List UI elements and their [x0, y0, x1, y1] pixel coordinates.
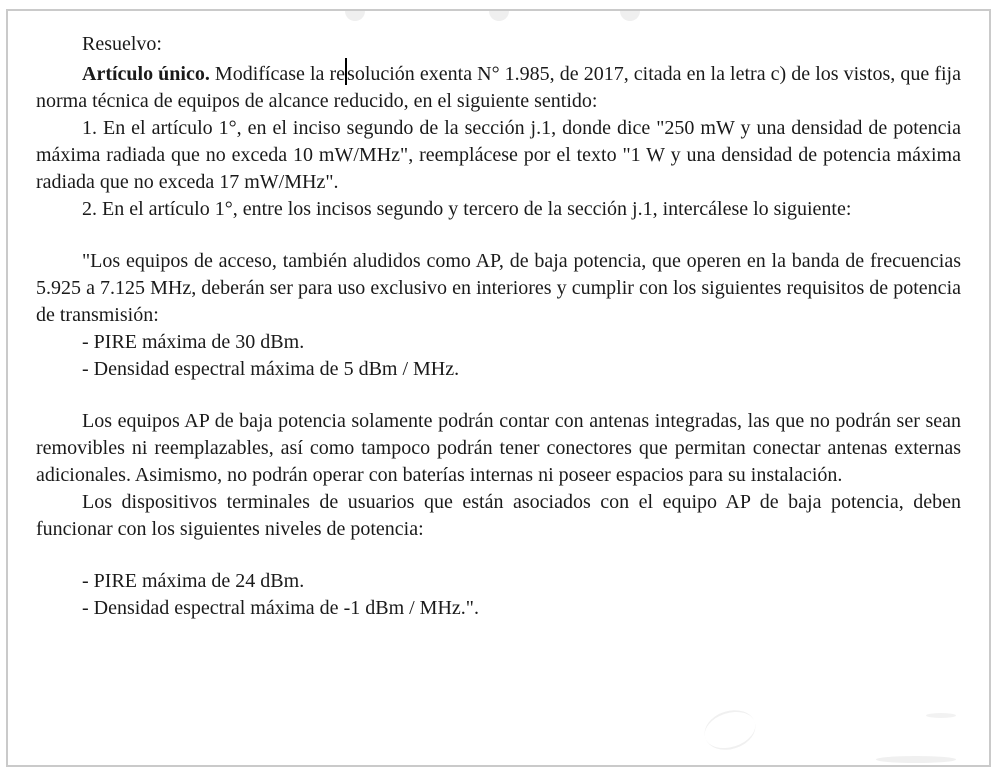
scan-artifact-smudge	[876, 756, 956, 763]
antennas-paragraph[interactable]: Los equipos AP de baja potencia solamente podrán contar con antenas integradas, las que no podrán ser sean removibles ni reemplazables, así como tampoco podrán tener conectores que permitan conectar antenas externas adicionales. Asimismo, no podrán operar con baterías internas ni poseer espacios para su instalación.	[36, 410, 961, 486]
articulo-unico-paragraph[interactable]	[36, 58, 961, 115]
document-text-area[interactable]	[36, 31, 961, 622]
terminal-requirement-pire[interactable]: - PIRE máxima de 24 dBm.	[82, 570, 305, 592]
resuelvo-line[interactable]: Resuelvo:	[82, 33, 162, 55]
ap-requirements-group	[36, 329, 961, 383]
ap-requirement-pire[interactable]: - PIRE máxima de 30 dBm.	[82, 331, 305, 353]
terminal-requirement-density[interactable]: - Densidad espectral máxima de -1 dBm / MHz.".	[82, 597, 479, 619]
numbered-item-1[interactable]: 1. En el artículo 1°, en el inciso segundo de la sección j.1, donde dice "250 mW y una densidad de potencia máxima radiada que no exceda 10 mW/MHz", reemplácese por el texto "1 W y una densidad de potencia máxima radiada que no exceda 17 mW/MHz".	[36, 117, 961, 193]
ap-requirement-density[interactable]: - Densidad espectral máxima de 5 dBm / MHz.	[82, 358, 460, 380]
numbered-items-group	[36, 115, 961, 223]
articulo-text-before-caret: Modifícase la re	[209, 63, 346, 85]
articulo-text-after-caret: solución exenta N° 1.985, de 2017, citada en la letra c) de los vistos, que fija norma técnica de equipos de alcance reducido, en el siguiente sentido:	[36, 63, 961, 112]
document-page	[6, 9, 991, 767]
scan-artifact-smudge	[699, 704, 760, 756]
quoted-intro-paragraph[interactable]: "Los equipos de acceso, también aludidos como AP, de baja potencia, que operen en la banda de frecuencias 5.925 a 7.125 MHz, deberán ser para uso exclusivo en interiores y cumplir con los siguientes requisitos de potencia de transmisión:	[36, 250, 961, 326]
scan-artifact-bump	[489, 11, 509, 21]
scan-artifact-smudge	[926, 713, 956, 718]
articulo-unico-label: Artículo único.	[82, 63, 210, 85]
scan-artifact-bump	[345, 11, 365, 21]
scan-artifact-bump	[620, 11, 640, 21]
terminals-paragraph[interactable]: Los dispositivos terminales de usuarios que están asociados con el equipo AP de baja potencia, deben funcionar con los siguientes niveles de potencia:	[36, 491, 961, 540]
body-paragraphs-group	[36, 408, 961, 543]
terminal-requirements-group	[36, 568, 961, 622]
numbered-item-2[interactable]: 2. En el artículo 1°, entre los incisos segundo y tercero de la sección j.1, intercálese lo siguiente:	[82, 198, 852, 220]
